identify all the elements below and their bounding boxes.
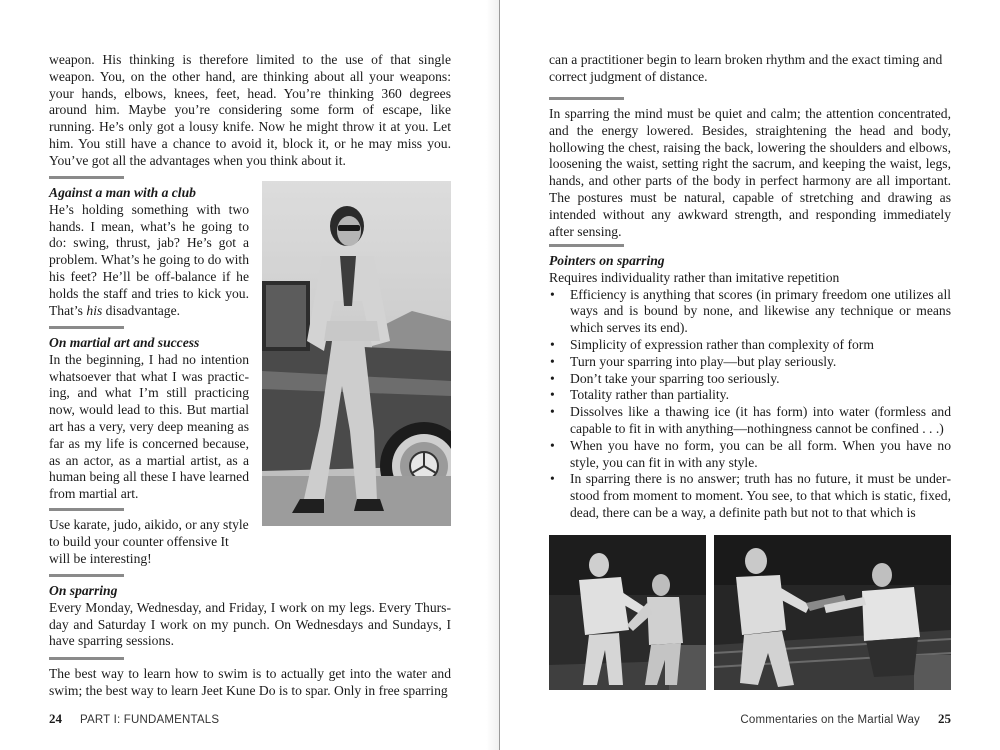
club-paragraph xyxy=(49,202,249,320)
mind-section xyxy=(549,97,951,240)
right-footer xyxy=(740,712,951,727)
list-item xyxy=(549,387,951,404)
list-item xyxy=(549,354,951,371)
list-item-text: When you have no form, you can be all form. When you have no style, you can fit in with any style. xyxy=(570,437,951,470)
martial-art-heading: On martial art and success xyxy=(49,335,200,350)
bullet-icon: • xyxy=(550,387,555,403)
pointers-list xyxy=(549,287,951,522)
club-section xyxy=(49,176,249,319)
section-rule xyxy=(549,244,624,247)
use-styles-paragraph: Use karate, judo, aikido, or any style to build your counter offensive It will be interesting! xyxy=(49,517,249,566)
left-intro-block xyxy=(49,52,451,170)
section-rule xyxy=(49,326,124,329)
sparring-photo-right xyxy=(714,535,951,690)
swim-section xyxy=(49,657,451,700)
man-leaning-on-car-photo xyxy=(262,181,451,526)
list-item xyxy=(549,404,951,438)
bullet-icon: • xyxy=(550,336,555,352)
club-text-emphasis: his xyxy=(86,302,103,318)
bullet-icon: • xyxy=(550,471,555,487)
section-rule xyxy=(49,574,124,577)
club-heading: Against a man with a club xyxy=(49,185,196,200)
club-text-after: disadvantage. xyxy=(102,302,181,318)
left-footer xyxy=(49,712,219,727)
list-item-text: Dissolves like a thawing ice (it has form) into water (formless and capable to fit in with anything—nothingness cannot be confined . . .) xyxy=(570,404,951,436)
list-item xyxy=(549,337,951,354)
mind-paragraph: In sparring the mind must be quiet and calm; the attention concentrated, and the energy lowered. Besides, straightening the head and body, hollowing the chest, raising the back, lowering the shoulders and elbows, loosening the waist, setting right the sacrum, and keeping the waist, legs, hands, and other parts of the body in perfect harmony are all important. The postures must be natural, capable of stretching and drawing as intended without any awkward strength, and responding immediately after sensing. xyxy=(549,106,951,239)
club-text-before: He’s holding something with two hands. I mean, what’s he going to do: swing, thrust, jab? He’s got a problem. What’s he going to do with his feet? He’ll be off-balance if he holds the staff and tries to kick you. That’s xyxy=(49,201,249,318)
list-item xyxy=(549,371,951,388)
section-rule xyxy=(49,176,124,179)
running-head: Commentaries on the Martial Way xyxy=(740,714,920,726)
list-item-text: Totality rather than partiality. xyxy=(570,387,729,403)
list-item-text: Efficiency is anything that scores (in primary freedom one utilizes all ways and is bound by none, and likewise any technique or means which serves its end). xyxy=(570,286,951,336)
pointers-heading: Pointers on sparring xyxy=(549,253,665,268)
right-intro-paragraph: can a practitioner begin to learn broken rhythm and the exact timing and correct judgment of distance. xyxy=(549,52,943,84)
section-rule xyxy=(549,97,624,100)
section-rule xyxy=(49,657,124,660)
list-item xyxy=(549,438,951,472)
sparring-photo-left xyxy=(549,535,706,690)
list-item xyxy=(549,471,951,521)
use-styles-section xyxy=(49,508,249,567)
bullet-icon: • xyxy=(550,404,555,420)
page-number: 25 xyxy=(938,711,951,726)
bullet-icon: • xyxy=(550,437,555,453)
martial-art-paragraph: In the beginning, I had no intention whatsoever that what I was practicing, and what I’m still practicing now, would lead to this. But martial art has a very, very deep meaning as far as my life is concerned because, as an actor, as a martial artist, as a human being all these I have learned from martial art. xyxy=(49,351,249,502)
section-rule xyxy=(49,508,124,511)
bullet-icon: • xyxy=(550,286,555,302)
list-item-text: Don’t take your sparring too seriously. xyxy=(570,370,780,386)
martial-art-section xyxy=(49,326,249,503)
right-intro-block xyxy=(549,52,951,86)
list-item-text: Simplicity of expression rather than complexity of form xyxy=(570,336,874,352)
left-intro-paragraph: weapon. His thinking is therefore limited to the use of that single weapon. You, on the other hand, are thinking about all your weapons: your hands, elbows, knees, feet, head. You’re thinking 360 degrees around him. Maybe you’re considering some form of escape, like running. He’s only got a lousy knife. Now he might throw it at you. Let him. You still have a chance to avoid it, block it, or he may miss you. You’ve got all the advantages when you think about it. xyxy=(49,52,451,168)
page-number: 24 xyxy=(49,711,62,726)
bullet-icon: • xyxy=(550,353,555,369)
sparring-paragraph: Every Monday, Wednesday, and Friday, I work on my legs. Every Thursday and Saturday I work on my punch. On Wednesdays and Sundays, I have sparring sessions. xyxy=(49,599,451,649)
sparring-section xyxy=(49,574,451,650)
swim-paragraph: The best way to learn how to swim is to actually get into the water and swim; the best way to learn Jeet Kune Do is to spar. Only in free sparring xyxy=(49,666,451,698)
running-head: PART I: FUNDAMENTALS xyxy=(80,714,220,726)
list-item xyxy=(549,287,951,337)
list-item-text: Turn your sparring into play—but play seriously. xyxy=(570,353,837,369)
list-item-text: In sparring there is no answer; truth has no future, it must be understood from moment to moment. You see, to that which is static, fixed, dead, there can be a way, a definite path but not to that which is xyxy=(570,471,951,520)
pointers-intro: Requires individuality rather than imitative repetition xyxy=(549,269,840,285)
sparring-heading: On sparring xyxy=(49,583,118,598)
bullet-icon: • xyxy=(550,370,555,386)
pointers-section xyxy=(549,244,951,522)
